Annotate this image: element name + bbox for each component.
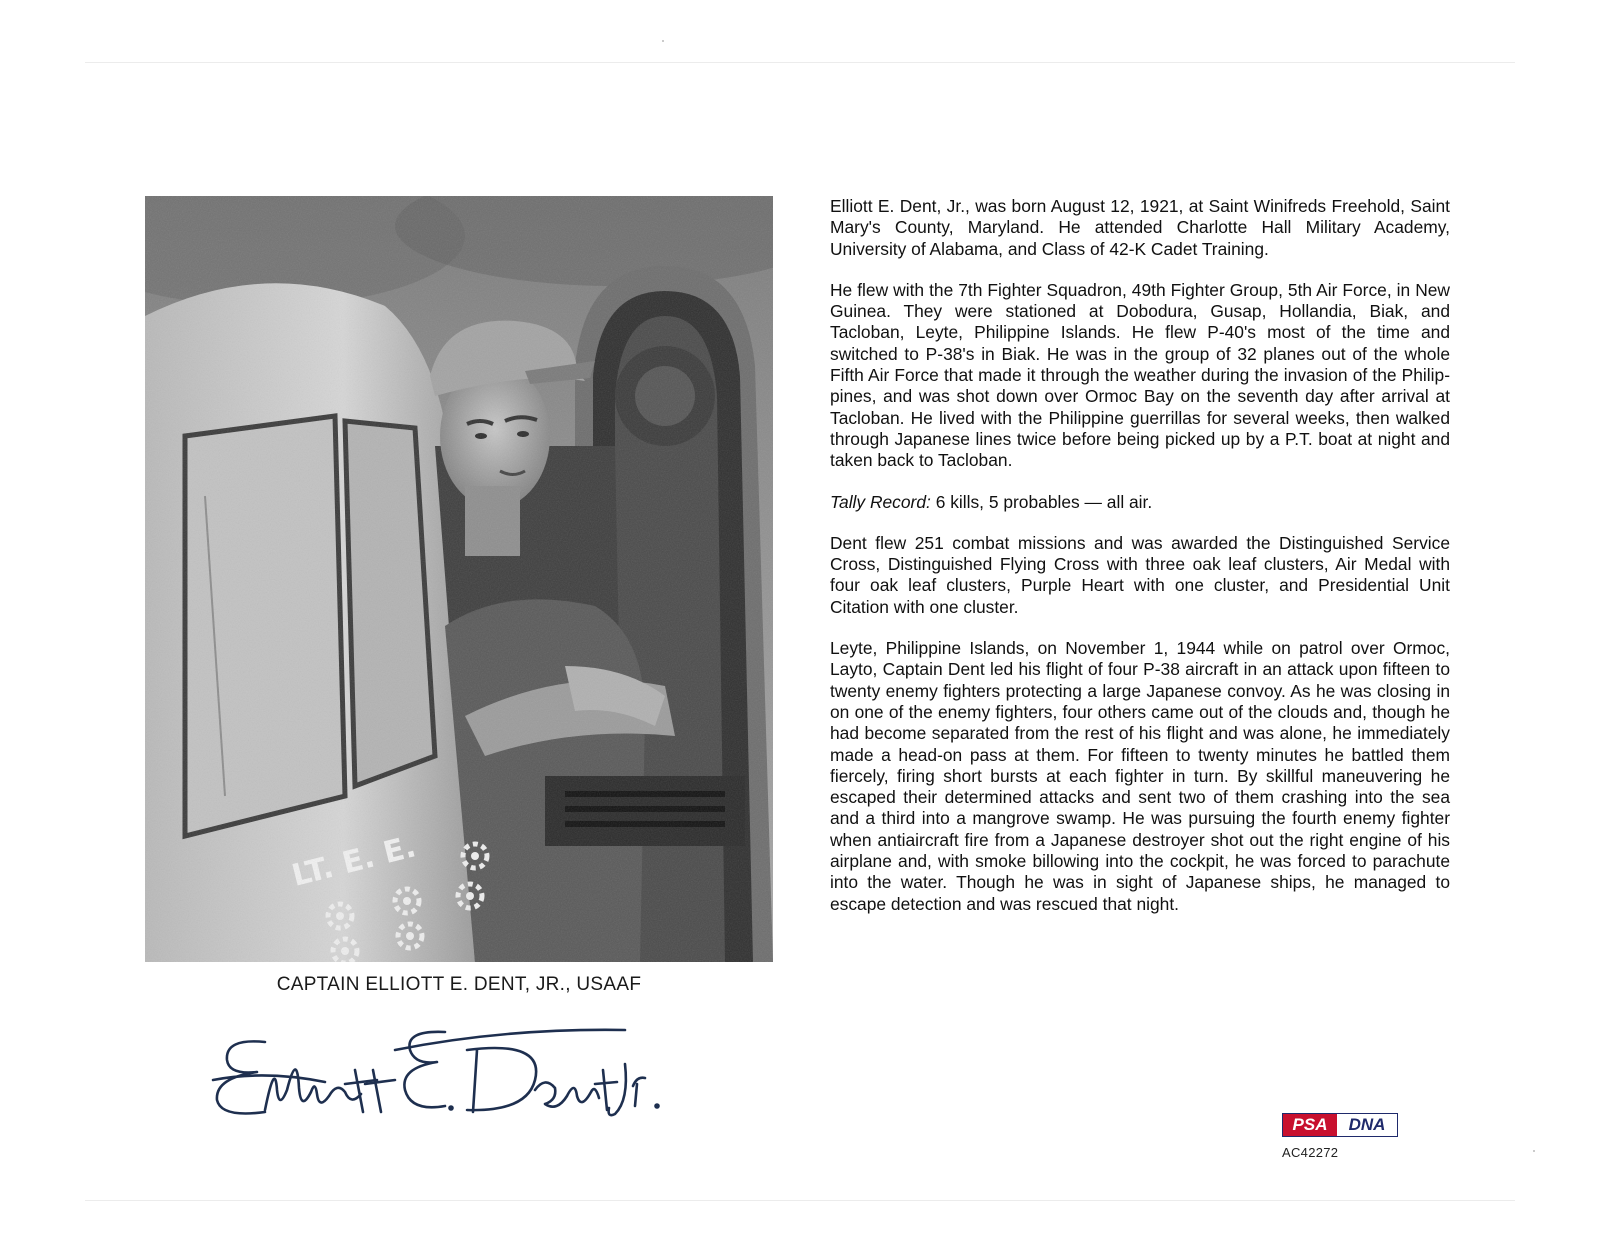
tally-record [830,492,1450,513]
paper-speck [662,40,664,42]
dna-logo-text: DNA [1337,1114,1397,1136]
bio-paragraph-awards: Dent flew 251 combat missions and was awarded the Distinguished Service Cross, Distinguished Flying Cross with three oak leaf clusters, Air Medal with four oak leaf clusters, Purple Heart with one cluster, and Presidential Unit Citation with one cluster. [830,532,1450,617]
biography [830,196,1450,935]
sheet-edge-bottom [85,1200,1515,1201]
authentication-label [1282,1113,1402,1160]
pilot-photo [145,196,773,962]
autograph-signature [205,1020,665,1130]
sheet-edge-top [85,62,1515,63]
bio-paragraph-birth: Elliott E. Dent, Jr., was born August 12, 1921, at Saint Winifreds Freehold, Saint Mary's County, Maryland. He attended Charlotte Hall Military Academy, University of Alabama, and Class of 42-K Cadet Training. [830,196,1450,259]
psa-dna-logo [1282,1113,1398,1137]
tally-record-label: Tally Record: [830,491,931,512]
bio-paragraph-combat: Leyte, Philippine Islands, on November 1, 1944 while on patrol over Ormoc, Layto, Captain Dent led his flight of four P-38 aircraft in an attack upon fifteen to twenty enemy fighters protecting a large Japanese convoy. As he was closing in on one of the enemy fighters, four others came out of the clouds and, though he had become separated from the rest of his flight and was alone, he immediately made a head-on pass at them. For fifteen to twenty minutes he battled them fiercely, firing short bursts at each fighter in turn. By skillful maneuvering he escaped their determined attacks and sent two of them crashing into the sea and a third into a mangrove swamp. He was pursuing the fourth enemy fighter when antiaircraft fire from a Japanese destroyer shot out the right engine of his airplane and, with smoke billowing into the cockpit, he was forced to parachute into the water. Though he was in sight of Japanese ships, he managed to escape detection and was rescued that night. [830,638,1450,914]
certification-code: AC42272 [1282,1145,1339,1160]
bio-paragraph-service: He flew with the 7th Fighter Squadron, 49th Fighter Group, 5th Air Force, in New Guinea. They were stationed at Dobodura, Gusap, Hollandia, Biak, and Tacloban, Leyte, Philippine Islands. He flew P-40's most of the time and switched to P-38's in Biak. He was in the group of 32 planes out of the whole Fifth Air Force that made it through the weather during the invasion of the Philippines, and was shot down over Ormoc Bay on the seventh day after arrival at Tacloban. He lived with the Philippine guerrillas for several weeks, then walked through Japanese lines twice before being picked up by a P.T. boat at night and taken back to Tacloban. [830,279,1450,471]
paper-speck [1533,1150,1535,1152]
tally-record-value: 6 kills, 5 probables — all air. [930,491,1153,512]
photo-caption: CAPTAIN ELLIOTT E. DENT, JR., USAAF [276,974,642,995]
psa-logo-text: PSA [1283,1114,1337,1136]
